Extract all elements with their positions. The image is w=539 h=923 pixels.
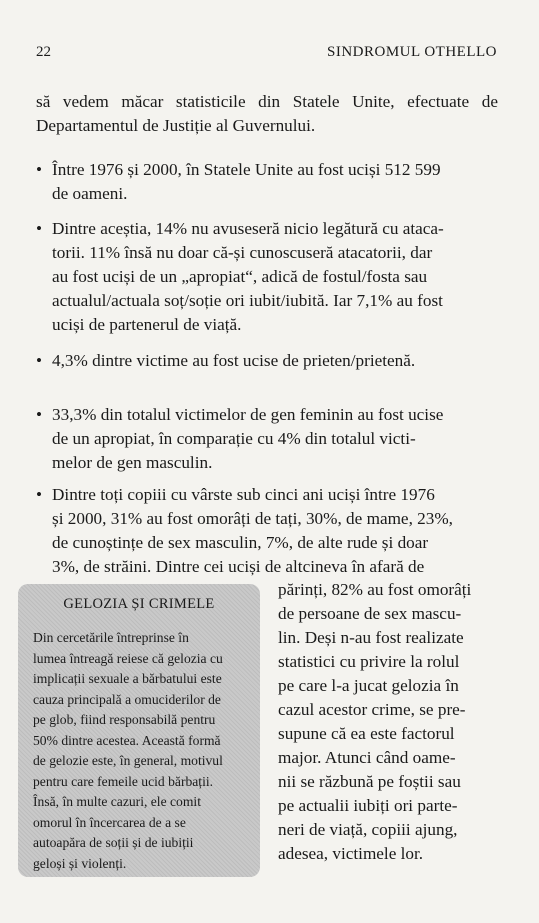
page-number: 22 [36, 44, 51, 60]
sidebar-line: geloși și violenți. [33, 855, 127, 871]
sidebar-line: implicații sexuale a bărbatului este [33, 671, 222, 686]
bullet-marker: • [36, 485, 43, 504]
sidebar-line: pentru care femeile ucid bărbații. [33, 773, 214, 789]
continuation-line: de persoane de sex mascu- [278, 604, 462, 623]
bullet-line: 4,3% dintre victime au fost ucise de prieten/prietenă. [52, 351, 416, 370]
bullet-line: Dintre toți copiii cu vârste sub cinci ani uciși între 1976 [52, 485, 435, 504]
sidebar-line: lumea întreagă reiese că gelozia cu [33, 650, 223, 666]
sidebar-line: de gelozie este, în general, motivul [33, 753, 223, 768]
bullet-item [36, 158, 498, 206]
running-header: SINDROMUL OTHELLO [326, 44, 497, 60]
bullet-line: de un apropiat, în comparație cu 4% din totalul victi- [52, 429, 416, 448]
sidebar-line: autoapăra de soții și de iubiții [33, 835, 194, 850]
sidebar-title: GELOZIA ȘI CRIMELE [63, 596, 215, 612]
sidebar-line: Din cercetările întreprinse în [33, 630, 189, 645]
bullet-marker: • [36, 405, 43, 424]
bullet-line: de cunoștințe de sex masculin, 7%, de alte rude și doar [52, 533, 429, 552]
bullet-continuation [278, 578, 498, 866]
bullet-marker: • [36, 219, 43, 238]
bullet-line: torii. 11% însă nu doar că-și cunoscuseră atacatorii, dar [52, 243, 433, 262]
sidebar-line: pe glob, fiind responsabilă pentru [33, 712, 216, 727]
bullet-line: melor de gen masculin. [52, 453, 213, 472]
bullet-item [36, 483, 498, 579]
bullet-line: 3%, de străini. Dintre cei uciși de altcineva în afară de [52, 557, 425, 576]
bullet-line: de oameni. [52, 184, 128, 203]
continuation-line: major. Atunci când oame- [278, 748, 456, 767]
continuation-line: pe actualii iubiți ori parte- [278, 796, 458, 815]
sidebar-box [18, 584, 260, 877]
bullet-item [36, 217, 498, 337]
sidebar-line: 50% dintre acestea. Această formă [33, 732, 221, 748]
continuation-line: supune că ea este factorul [278, 724, 455, 743]
continuation-line: cazul acestor crime, se pre- [278, 700, 466, 719]
bullet-line: Între 1976 și 2000, în Statele Unite au fost uciși 512 599 [52, 160, 441, 179]
continuation-line: adesea, victimele lor. [278, 844, 424, 863]
intro-paragraph: să vedem măcar statisticile din Statele Unite, efectuate de Departamentul de Justiție al Guvernului. [36, 92, 498, 135]
bullet-line: Dintre aceștia, 14% nu avuseseră nicio legătură cu ataca- [52, 219, 444, 238]
sidebar-line: cauza principală a omuciderilor de [33, 691, 221, 707]
bullet-line: uciși de partenerul de viață. [52, 315, 242, 334]
sidebar-line: omorul în încercarea de a se [33, 814, 186, 830]
bullet-line: actualul/actuala soț/soție ori iubit/iubită. Iar 7,1% au fost [52, 291, 443, 310]
bullet-item [36, 349, 498, 373]
sidebar-line: Însă, în multe cazuri, ele comit [33, 794, 201, 809]
continuation-line: neri de viață, copiii ajung, [278, 820, 458, 839]
bullet-line: 33,3% din totalul victimelor de gen feminin au fost ucise [52, 405, 444, 424]
bullet-marker: • [36, 160, 43, 179]
sidebar-body [33, 628, 251, 874]
bullet-item [36, 403, 498, 475]
continuation-line: nii se răzbună pe foștii sau [278, 772, 461, 791]
continuation-line: lin. Deși n-au fost realizate [278, 628, 464, 647]
bullet-marker: • [36, 351, 43, 370]
continuation-line: părinți, 82% au fost omorâți [278, 580, 472, 599]
continuation-line: pe care l-a jucat gelozia în [278, 676, 459, 695]
continuation-line: statistici cu privire la rolul [278, 652, 460, 671]
bullet-line: și 2000, 31% au fost omorâți de tați, 30%, de mame, 23%, [52, 509, 453, 528]
bullet-line: au fost uciși de un „apropiat“, adică de fostul/fosta sau [52, 267, 428, 286]
